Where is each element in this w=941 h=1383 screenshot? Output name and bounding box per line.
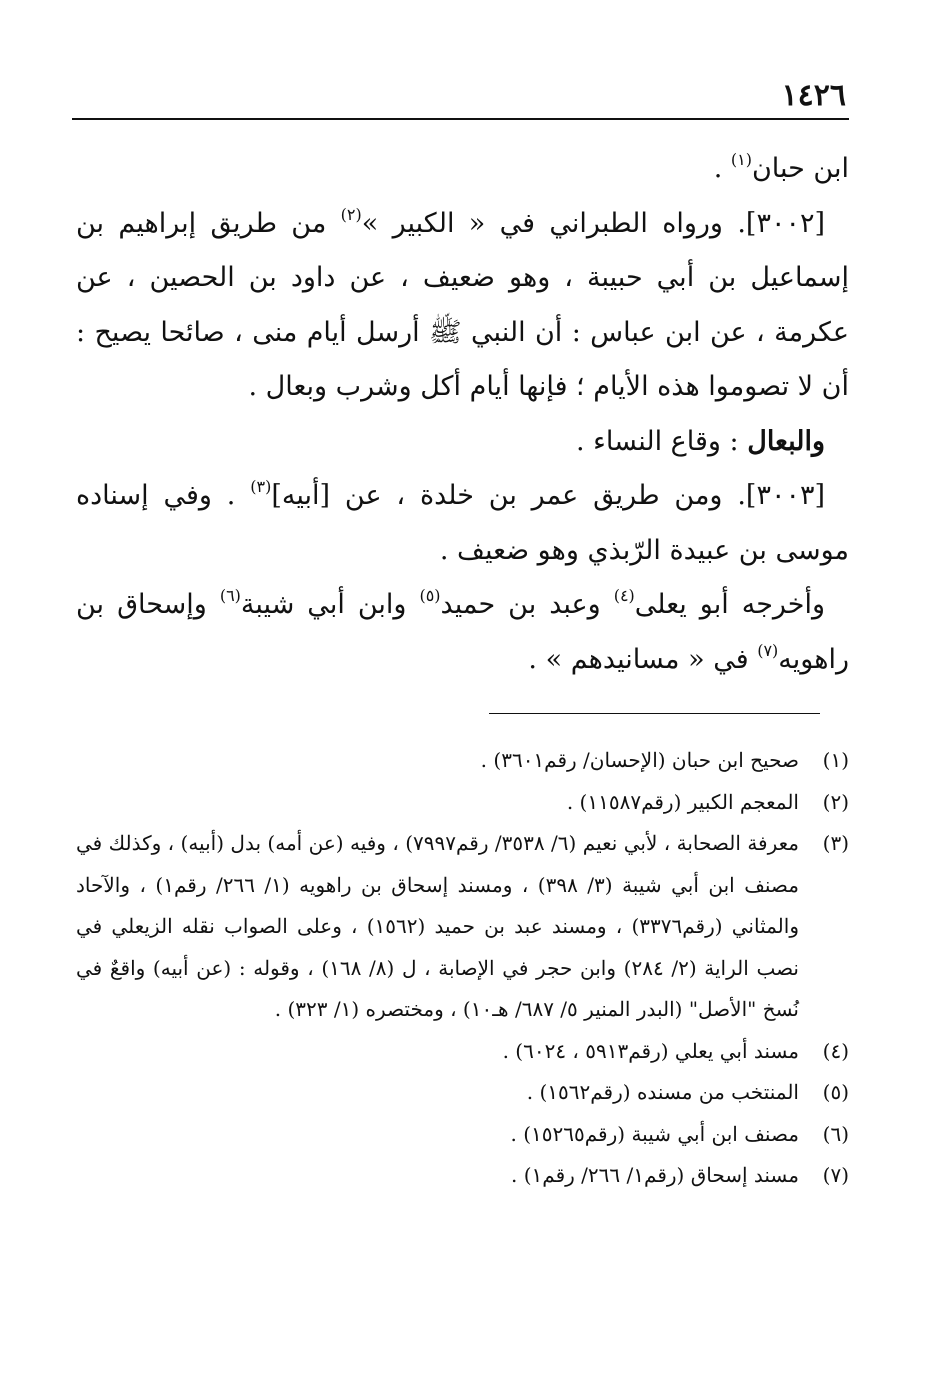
hadith-number-3003: [٣٠٠٣]. <box>737 480 825 511</box>
footnote-ref-7[interactable]: (٧) <box>757 640 779 660</box>
paragraph-3002-text-b: من طريق إبراهيم بن إسماعيل بن أبي حبيبة ، وهو ضعيف ، عن داود بن الحصين ، عن عكرمة ، عن ابن عباس : أن النبي ﷺ أرسل أيام منى ، صائحا يصيح : أن لا تصوموا هذه الأيام ؛ فإنها أيام أكل وشرب وبعال . <box>76 207 849 402</box>
footnote-text: مصنف ابن أبي شيبة (رقم١٥٢٦٥) . <box>510 1121 799 1146</box>
takhrij-text-d: وإسحاق بن راهويه <box>76 589 849 675</box>
footnote-text: مسند أبي يعلي (رقم٥٩١٣ ، ٦٠٢٤) . <box>502 1038 799 1063</box>
definition-text: : وقاع النساء . <box>576 425 748 457</box>
takhrij-text-c: وابن أبي شيبة <box>240 589 420 620</box>
footnote-text: المنتخب من مسنده (رقم١٥٦٢) . <box>526 1080 799 1104</box>
footnote-ref-3[interactable]: (٣) <box>250 477 272 496</box>
footnote-number: (٥) <box>822 1080 849 1104</box>
paragraph-3003-text-a: ومن طريق عمر بن خلدة ، عن [أبيه] <box>271 480 738 511</box>
footnotes <box>76 740 849 1197</box>
takhrij-text-b: وعبد بن حميد <box>440 589 614 620</box>
footnote-3 <box>76 823 849 1031</box>
footnote-text: صحيح ابن حبان (الإحسان/ رقم٣٦٠١) . <box>480 748 799 772</box>
paragraph-3002-text-a: ورواه الطبراني في « الكبير » <box>361 207 738 239</box>
footnote-2 <box>76 782 849 824</box>
footnote-ref-2[interactable]: (٢) <box>340 204 362 224</box>
takhrij-text-e: في « مسانيدهم » . <box>528 643 758 675</box>
main-text <box>76 142 849 687</box>
hadith-number-3002: [٣٠٠٢]. <box>737 207 825 239</box>
footnote-number: (٤) <box>822 1038 849 1063</box>
header-rule <box>72 118 849 120</box>
definition-paragraph <box>76 415 849 470</box>
takhrij-text-a: وأخرجه أبو يعلى <box>634 589 826 620</box>
paragraph-1 <box>76 142 849 197</box>
footnote-text: معرفة الصحابة ، لأبي نعيم (٦/ ٣٥٣٨/ رقم٧٩٩٧) ، وفيه (عن أمه) بدل (أبيه) ، وكذلك في مصنف ابن أبي شيبة (٣/ ٣٩٨) ، ومسند إسحاق بن راهويه (١/ ٢٦٦/ رقم١) ، والآحاد والمثاني (رقم٣٣٧٦) ، ومسند عبد بن حميد (١٥٦٢) ، وعلى الصواب نقله الزيعلي في نصب الراية (٢/ ٢٨٤) وابن حجر في الإصابة ، ل (٨/ ١٦٨) ، وقوله : (عن أبيه) واقعٌ في نُسخ "الأصل" (البدر المنير ٥/ ٦٨٧/ هـ١٠) ، ومختصره (١/ ٣٢٣) . <box>76 831 799 1021</box>
footnote-number: (١) <box>822 748 849 772</box>
paragraph-3003 <box>76 469 849 578</box>
footnote-number: (٦) <box>822 1121 849 1146</box>
paragraph-3003-text-b: . وفي إسناده موسى بن عبيدة الرّبذي وهو ضعيف . <box>76 480 849 566</box>
footnote-text: المعجم الكبير (رقم١١٥٨٧) . <box>566 789 799 814</box>
defined-term: والبعال <box>747 425 825 457</box>
footnote-6 <box>76 1114 849 1156</box>
paragraph-1-end: . <box>713 153 731 184</box>
footnote-ref-6[interactable]: (٦) <box>219 586 241 605</box>
page-number: ١٤٢٦ <box>781 78 846 113</box>
footnote-5 <box>76 1072 849 1114</box>
footnote-separator <box>489 713 820 714</box>
footnote-1 <box>76 740 849 782</box>
footnote-number: (٧) <box>822 1163 849 1187</box>
paragraph-1-text: ابن حبان <box>751 153 849 184</box>
paragraph-takhrij <box>76 578 849 687</box>
footnote-ref-4[interactable]: (٤) <box>613 586 635 605</box>
footnote-number: (٢) <box>822 789 849 814</box>
paragraph-3002 <box>76 197 849 415</box>
footnote-4 <box>76 1031 849 1073</box>
footnote-ref-1[interactable]: (١) <box>730 150 752 169</box>
footnote-7 <box>76 1155 849 1197</box>
footnote-ref-5[interactable]: (٥) <box>419 586 441 605</box>
footnote-number: (٣) <box>822 831 849 855</box>
footnote-text: مسند إسحاق (رقم١/ ٢٦٦/ رقم١) . <box>511 1163 799 1187</box>
